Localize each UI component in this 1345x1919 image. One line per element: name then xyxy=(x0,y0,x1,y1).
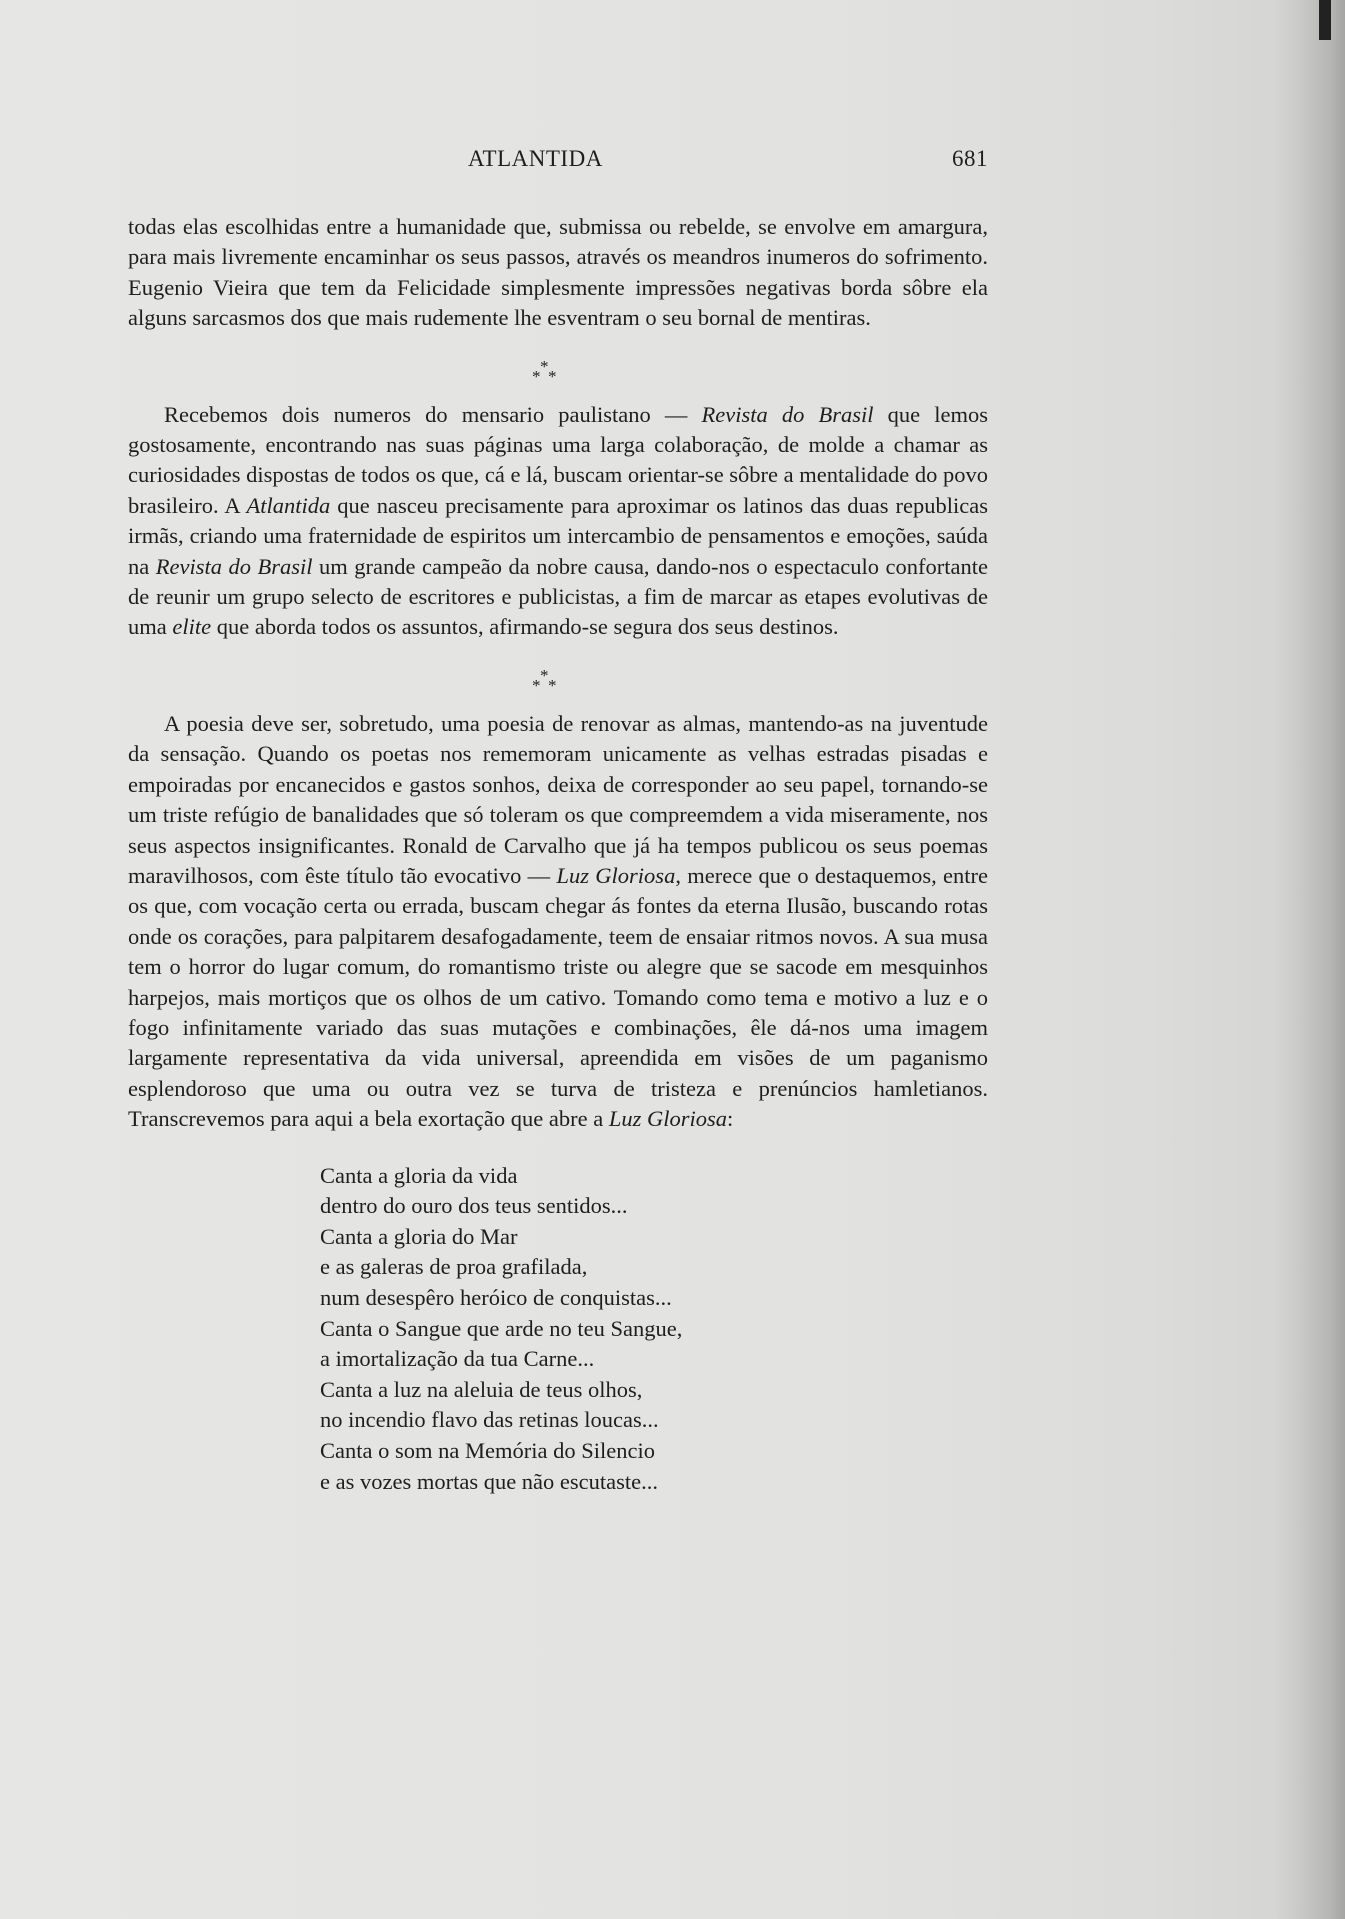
binding-mark xyxy=(1319,0,1331,40)
paragraph-revista xyxy=(128,400,988,643)
poem-line: e as galeras de proa grafilada, xyxy=(320,1254,588,1280)
poem-line: e as vozes mortas que não escutaste... xyxy=(320,1468,659,1494)
text-run: que nasceu precisamente para aproximar os latinos das duas republicas irmãs, criando uma fraternidade de espiritos um intercambio de pensamentos e emoções, saúda na xyxy=(128,492,989,579)
separator-star: * xyxy=(540,665,549,685)
journal-title: Atlantida xyxy=(246,492,331,518)
journal-title: Revista do Brasil xyxy=(155,553,313,579)
text-run: , merece que o destaquemos, entre os que, com vocação certa ou errada, buscam chegar ás fontes da eterna Ilusão, buscando rotas onde os corações, para palpitarem desafogadamente, teem de ensaiar ritmos novos. A sua musa tem o horror do lugar comum, do romantismo triste ou alegre que se sacode em mesquinhos harpejos, mais mortiços que os olhos de um cativo. Tomando como tema e motivo a luz e o fogo infinitamente variado das suas mutações e combinações, êle dá-nos uma imagem largamente representativa da vida universal, apreendida em visões de um paganismo esplendoroso que uma ou outra vez se turva de tristeza e prenúncios hamletianos. Transcrevemos para aqui a bela exortação que abre a xyxy=(128,862,989,1132)
poem-line: Canta a gloria do Mar xyxy=(320,1223,518,1249)
journal-title: Revista do Brasil xyxy=(701,401,874,427)
text-run: um grande campeão da nobre causa, dando-nos o espectaculo confortante de reunir um grupo selecto de escritores e publicistas, a fim de marcar as etapes evolutivas de uma xyxy=(128,553,988,640)
page-number: 681 xyxy=(952,146,988,171)
separator-star: * xyxy=(548,366,557,386)
running-head xyxy=(128,146,988,178)
paragraph-continued: todas elas escolhidas entre a humanidade que, submissa ou rebelde, se envolve em amargura, para mais livremente encaminhar os seus passos, através os meandros inumeros do sofrimento. Eugenio Vieira que tem da Felicidade simplesmente impressões negativas borda sôbre ela alguns sarcasmos dos que mais rudemente lhe esventram o seu bornal de mentiras. xyxy=(128,214,988,331)
book-title: Luz Gloriosa xyxy=(556,862,676,888)
separator-star: * xyxy=(540,356,549,376)
section-separator xyxy=(128,334,988,400)
poem-line: a imortalização da tua Carne... xyxy=(320,1346,595,1372)
poem-line: num desespêro heróico de conquistas... xyxy=(320,1284,672,1310)
text-run: A poesia deve ser, sobretudo, uma poesia de renovar as almas, mantendo-as na juventude da sensação. Quando os poetas nos rememoram unicamente as velhas estradas pisadas e empoiradas por encanecidos e gastos sonhos, deixa de corresponder ao seu papel, tornando-se um triste refúgio de banalidades que só toleram os que compreemdem a vida miseramente, nos seus aspectos insignificantes. Ronald de Carvalho que já ha tempos publicou os seus poemas maravilhosos, com êste título tão evocativo — xyxy=(128,710,988,888)
poem-line: Canta a luz na aleluia de teus olhos, xyxy=(320,1376,643,1402)
text-run: Recebemos dois numeros do mensario paulistano — xyxy=(164,401,702,427)
poem-line: no incendio flavo das retinas loucas... xyxy=(320,1407,659,1433)
paragraph-poesia xyxy=(128,709,988,1135)
text-run: que aborda todos os assuntos, afirmando-se segura dos seus destinos. xyxy=(211,614,839,640)
poem-line: Canta o som na Memória do Silencio xyxy=(320,1437,655,1463)
poem-line: dentro do ouro dos teus sentidos... xyxy=(320,1193,628,1219)
italic-word: elite xyxy=(172,614,212,640)
article-body xyxy=(128,212,988,1497)
running-title: ATLANTIDA xyxy=(468,146,603,171)
separator-star: * xyxy=(532,675,541,695)
page-edge-shadow xyxy=(1275,0,1345,1919)
section-separator xyxy=(128,643,988,709)
separator-star: * xyxy=(532,366,541,386)
poem-quote xyxy=(320,1161,988,1498)
poem-line: Canta o Sangue que arde no teu Sangue, xyxy=(320,1315,683,1341)
poem-line: Canta a gloria da vida xyxy=(320,1162,518,1188)
text-run: que lemos gostosamente, encontrando nas suas páginas uma larga colaboração, de molde a chamar as curiosidades dispostas de todos os que, cá e lá, buscam orientar-se sôbre a mentalidade do povo brasileiro. A xyxy=(128,401,988,518)
text-run: : xyxy=(727,1106,734,1132)
separator-star: * xyxy=(548,675,557,695)
book-title: Luz Gloriosa xyxy=(608,1106,727,1132)
